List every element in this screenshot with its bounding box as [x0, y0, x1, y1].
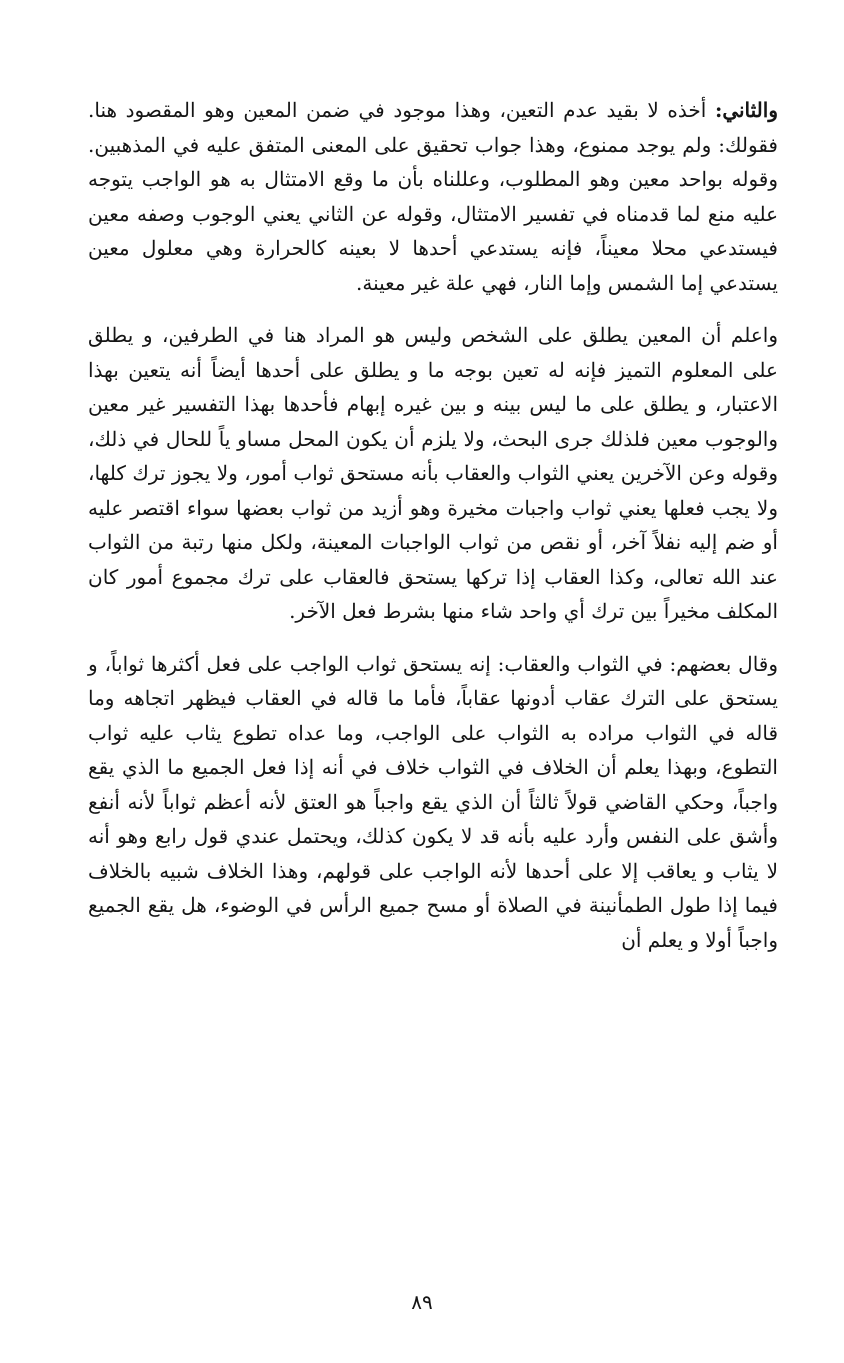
body-text: [88, 93, 778, 957]
page-number: ٨٩: [411, 1290, 433, 1314]
paragraph-1: [88, 93, 778, 300]
paragraph-lead: والثاني:: [714, 98, 778, 122]
paragraph-text: أخذه لا بقيد عدم التعين، وهذا موجود في ضمن المعين وهو المقصود هنا. فقولك: ولم يوجد ممنوع، وهذا جواب تحقيق على المعنى المتفق عليه في المذهبين. وقوله بواحد معين وهو المطلوب، وعللناه بأن ما وقع الامتثال به هو الواجب يتوجه عليه منع لما قدمناه في تفسير الامتثال، وقوله عن الثاني يعني الوجوب وصفه معين فيستدعي محلا معيناً، فإنه يستدعي أحدها لا بعينه كالحرارة وهي معلول معين يستدعي إما الشمس وإما النار، فهي علة غير معينة.: [88, 98, 778, 295]
paragraph-text: واعلم أن المعين يطلق على الشخص وليس هو المراد هنا في الطرفين، و يطلق على المعلوم التميز فإنه له تعين بوجه ما و يطلق على أحدها أيضاً أنه يتعين بهذا الاعتبار، و يطلق على ما ليس بينه و بين غيره إبهام فأحدها بهذا التفسير غير معين والوجوب معين فلذلك جرى البحث، ولا يلزم أن يكون المحل مساو ياً للحال في ذلك، وقوله وعن الآخرين يعني الثواب والعقاب بأنه مستحق ثواب أمور، ولا يجوز ترك كلها، ولا يجب فعلها يعني ثواب واجبات مخيرة وهو أزيد من ثواب بعضها سواء اقتصر عليه أو ضم إليه نفلاً آخر، أو نقص من ثواب الواجبات المعينة، ولكل منها رتبة من الثواب عند الله تعالى، وكذا العقاب إذا تركها يستحق فالعقاب على ترك مجموع أمور كان المكلف مخيراً بين ترك أي واحد شاء منها بشرط فعل الآخر.: [88, 323, 778, 623]
paragraph-2: [88, 318, 778, 629]
paragraph-text: وقال بعضهم: في الثواب والعقاب: إنه يستحق ثواب الواجب على فعل أكثرها ثواباً، و يستحق على الترك عقاب أدونها عقاباً، فأما ما قاله في العقاب فيظهر اتجاهه وما قاله في الثواب مراده به الثواب على الواجب، وما عداه تطوع يثاب عليه ثواب التطوع، وبهذا يعلم أن الخلاف في الثواب خلاف في أنه إذا فعل الجميع ما الذي يقع واجباً، وحكي القاضي قولاً ثالثاً أن الذي يقع واجباً هو العتق لأنه أعظم ثواباً لأنه أنفع وأشق على النفس وأرد عليه بأنه قد لا يكون كذلك، ويحتمل عندي قول رابع وهو أنه لا يثاب و يعاقب إلا على أحدها لأنه الواجب على قولهم، وهذا الخلاف شبيه بالخلاف فيما إذا طول الطمأنينة في الصلاة أو مسح جميع الرأس في الوضوء، هل يقع الجميع واجباً أولا و يعلم أن: [88, 651, 779, 952]
paragraph-3: [88, 647, 778, 958]
